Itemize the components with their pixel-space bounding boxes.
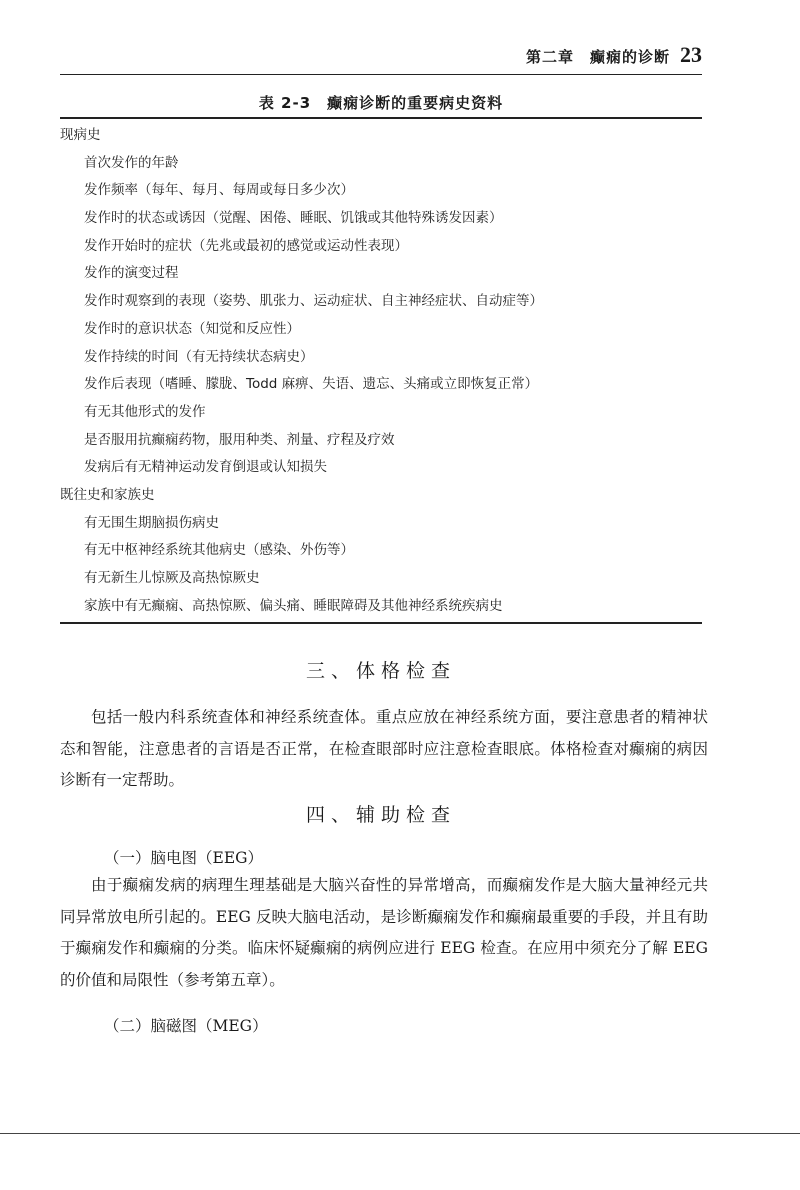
table-row: 首次发作的年龄 (84, 154, 179, 171)
table-row: 发作的演变过程 (84, 265, 179, 282)
table-row: 有无围生期脑损伤病史 (84, 514, 219, 531)
table-section-label: 现病史 (60, 127, 101, 143)
section-heading-auxiliary-exam: 四、辅助检查 (305, 804, 456, 826)
table-row: 有无新生儿惊厥及高热惊厥史 (84, 570, 260, 586)
table-row: 发作后表现（嗜睡、朦胧、Todd 麻痹、失语、遗忘、头痛或立即恢复正常） (84, 376, 539, 393)
chapter-title: 第二章 癫痫的诊断 (525, 48, 670, 66)
table-row: 有无中枢神经系统其他病史（感染、外伤等） (84, 542, 354, 559)
history-table (60, 122, 702, 620)
table-row: 发作时观察到的表现（姿势、肌张力、运动症状、自主神经症状、自动症等） (84, 293, 543, 310)
table-row: 发作开始时的症状（先兆或最初的感觉或运动性表现） (84, 237, 408, 254)
page-bottom-rule (0, 1133, 800, 1134)
table-row: 有无其他形式的发作 (84, 403, 206, 420)
subheading-meg: （二）脑磁图（MEG） (104, 1017, 268, 1035)
table-row: 家族中有无癫痫、高热惊厥、偏头痛、睡眠障碍及其他神经系统疾病史 (84, 597, 503, 614)
physical-exam-paragraph: 包括一般内科系统查体和神经系统查体。重点应放在神经系统方面，要注意患者的精神状态和智能，注意患者的言语是否正常，在检查眼部时应注意检查眼底。体格检查对癫痫的病因诊断有一定帮助。 (60, 708, 708, 789)
table-top-rule (60, 117, 702, 119)
subheading-eeg: （一）脑电图（EEG） (104, 849, 264, 867)
table-row: 发作频率（每年、每月、每周或每日多少次） (84, 182, 354, 199)
header-rule (60, 74, 702, 75)
table-row: 发病后有无精神运动发育倒退或认知损失 (84, 459, 327, 476)
table-row: 是否服用抗癫痫药物，服用种类、剂量、疗程及疗效 (84, 431, 395, 448)
table-row: 发作持续的时间（有无持续状态病史） (84, 348, 314, 365)
table-title: 表 2-3 癫痫诊断的重要病史资料 (258, 94, 504, 112)
eeg-paragraph: 由于癫痫发病的病理生理基础是大脑兴奋性的异常增高，而癫痫发作是大脑大量神经元共同异常放电所引起的。EEG 反映大脑电活动，是诊断癫痫发作和癫痫最重要的手段，并且有助于癫痫发作和癫痫的分类。临床怀疑癫痫的病例应进行 EEG 检查。在应用中须充分了解 EEG 的价值和局限性（参考第五章）。 (60, 876, 708, 989)
section-heading-physical-exam: 三、体格检查 (305, 660, 456, 682)
running-header (526, 42, 702, 68)
table-section-label: 既往史和家族史 (60, 486, 155, 503)
table-row: 发作时的意识状态（知觉和反应性） (84, 320, 300, 337)
table-row: 发作时的状态或诱因（觉醒、困倦、睡眠、饥饿或其他特殊诱发因素） (84, 210, 503, 227)
page-number: 23 (680, 42, 702, 67)
table-bottom-rule (60, 622, 702, 624)
